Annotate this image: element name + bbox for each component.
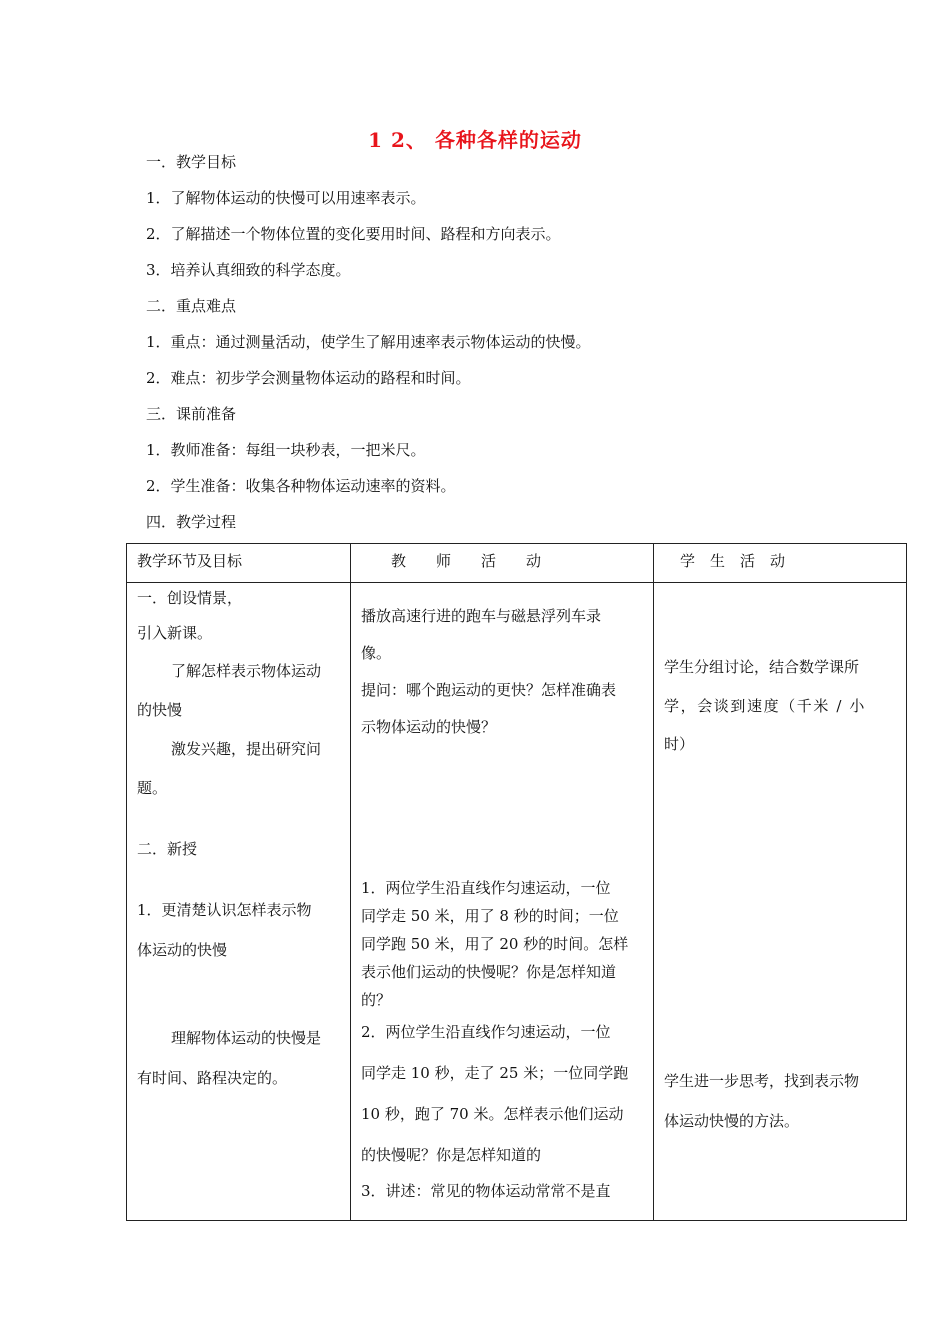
- section-heading-goals: 一．教学目标: [146, 153, 237, 171]
- header-cell-student: [654, 544, 907, 583]
- student-a1-line-a: 学生分组讨论，结合数学课所: [664, 658, 860, 676]
- goal-item-2: 2．了解描述一个物体位置的变化要用时间、路程和方向表示。: [146, 225, 561, 243]
- goal-item-3: 3．培养认真细致的科学态度。: [146, 261, 351, 279]
- section-heading-preparation: 三．课前准备: [146, 405, 237, 423]
- teacher-activity-cell: [351, 583, 654, 1221]
- preparation-item-1: 1．教师准备：每组一块秒表，一把米尺。: [146, 441, 426, 459]
- stage-cell: [127, 583, 351, 1221]
- goal-1-line-a: 了解怎样表示物体运动: [171, 662, 322, 680]
- teacher-q2-line-d: 的快慢呢？你是怎样知道的: [361, 1146, 542, 1164]
- teacher-q3-line-a: 3．讲述：常见的物体运动常常不是直: [361, 1182, 611, 1200]
- stage-1-line-a: 一．创设情景，: [137, 589, 243, 607]
- preparation-item-2: 2．学生准备：收集各种物体运动速率的资料。: [146, 477, 456, 495]
- teacher-q1-line-c: 同学跑 50 米，用了 20 秒的时间。怎样: [361, 935, 629, 953]
- teacher-p1-line-a: 播放高速行进的跑车与磁悬浮列车录: [361, 607, 602, 625]
- goal-3-line-b: 有时间、路程决定的。: [137, 1069, 288, 1087]
- teacher-q2-line-c: 10 秒，跑了 70 米。怎样表示他们运动: [361, 1105, 624, 1123]
- teacher-q1-line-a: 1．两位学生沿直线作匀速运动，一位: [361, 879, 611, 897]
- student-a2-line-b: 体运动快慢的方法。: [664, 1112, 800, 1130]
- item-1-line-a: 1．更清楚认识怎样表示物: [137, 901, 312, 919]
- goal-2-line-b: 题。: [137, 779, 168, 797]
- section-heading-process: 四．教学过程: [146, 513, 237, 531]
- teacher-p2-line-b: 示物体运动的快慢？: [361, 718, 497, 736]
- table-header-row: [127, 544, 907, 583]
- student-activity-cell: [654, 583, 907, 1221]
- teacher-p2-line-a: 提问：哪个跑运动的更快？怎样准确表: [361, 681, 617, 699]
- header-cell-stage: [127, 544, 351, 583]
- teacher-q1-line-d: 表示他们运动的快慢呢？你是怎样知道: [361, 963, 617, 981]
- goal-1-line-b: 的快慢: [137, 701, 183, 719]
- header-cell-teacher: [351, 544, 654, 583]
- student-a1-line-c: 时）: [664, 735, 695, 753]
- student-a1-line-b: 学，会谈到速度（千米 / 小: [664, 697, 866, 715]
- teacher-p1-line-b: 像。: [361, 644, 392, 662]
- goal-3-line-a: 理解物体运动的快慢是: [171, 1029, 322, 1047]
- teaching-process-table: [126, 543, 907, 1221]
- teacher-q1-line-e: 的？: [361, 991, 392, 1009]
- teacher-q2-line-a: 2．两位学生沿直线作匀速运动，一位: [361, 1023, 611, 1041]
- stage-1-line-b: 引入新课。: [137, 624, 213, 642]
- table-body-row: [127, 583, 907, 1221]
- header-student-activity: 学 生 活 动: [680, 552, 786, 570]
- header-stage: 教学环节及目标: [137, 552, 243, 570]
- goal-item-1: 1．了解物体运动的快慢可以用速率表示。: [146, 189, 426, 207]
- teacher-q1-line-b: 同学走 50 米，用了 8 秒的时间；一位: [361, 907, 619, 925]
- student-a2-line-a: 学生进一步思考，找到表示物: [664, 1072, 860, 1090]
- document-title: 1 2、 各种各样的运动: [368, 128, 582, 152]
- key-point-item-1: 1．重点：通过测量活动，使学生了解用速率表示物体运动的快慢。: [146, 333, 591, 351]
- key-point-item-2: 2．难点：初步学会测量物体运动的路程和时间。: [146, 369, 471, 387]
- header-teacher-activity: 教 师 活 动: [391, 552, 542, 570]
- section-heading-key-points: 二．重点难点: [146, 297, 237, 315]
- goal-2-line-a: 激发兴趣，提出研究问: [171, 740, 322, 758]
- teacher-q2-line-b: 同学走 10 秒，走了 25 米；一位同学跑: [361, 1064, 629, 1082]
- stage-2-heading: 二．新授: [137, 840, 198, 858]
- item-1-line-b: 体运动的快慢: [137, 941, 228, 959]
